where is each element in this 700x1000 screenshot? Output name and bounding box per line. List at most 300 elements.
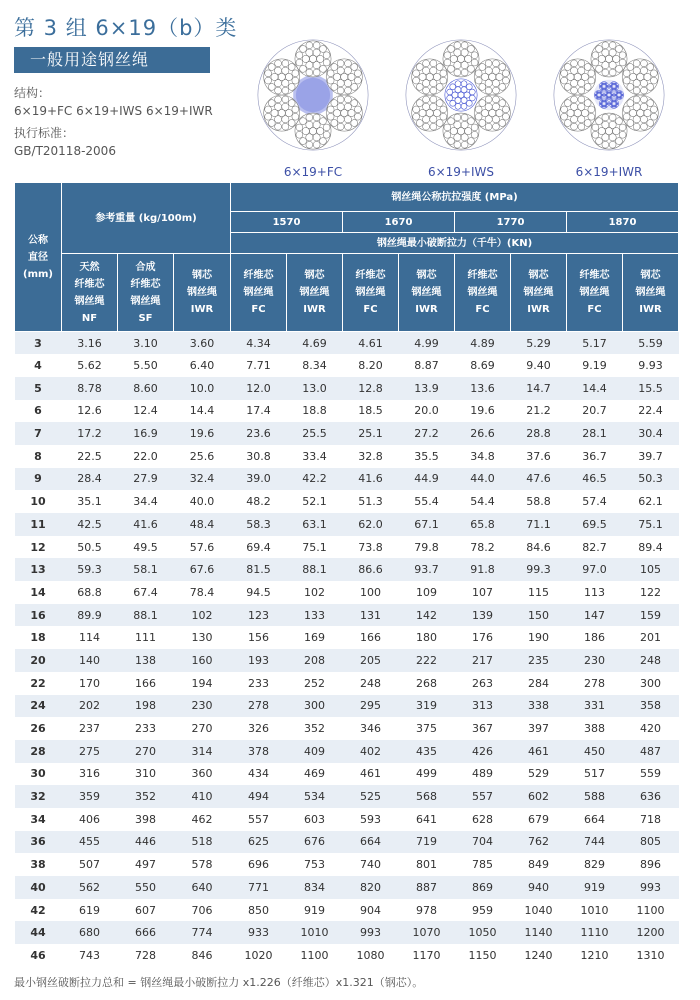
diameter-cell: 6 bbox=[15, 400, 62, 423]
diameter-cell: 16 bbox=[15, 604, 62, 627]
table-cell: 23.6 bbox=[231, 422, 287, 445]
table-cell: 375 bbox=[399, 717, 455, 740]
table-cell: 160 bbox=[174, 649, 231, 672]
diameter-cell: 22 bbox=[15, 672, 62, 695]
table-cell: 30.8 bbox=[231, 445, 287, 468]
table-row bbox=[15, 831, 679, 854]
table-cell: 619 bbox=[62, 899, 118, 922]
table-cell: 1010 bbox=[567, 899, 623, 922]
table-cell: 360 bbox=[174, 763, 231, 786]
table-cell: 14.4 bbox=[174, 400, 231, 423]
table-cell: 14.4 bbox=[567, 377, 623, 400]
table-cell: 86.6 bbox=[343, 558, 399, 581]
table-cell: 588 bbox=[567, 785, 623, 808]
table-cell: 378 bbox=[231, 740, 287, 763]
table-cell: 300 bbox=[287, 695, 343, 718]
table-cell: 1040 bbox=[511, 899, 567, 922]
outer-strand bbox=[560, 95, 596, 131]
table-cell: 4.89 bbox=[455, 332, 511, 355]
table-cell: 41.6 bbox=[118, 513, 174, 536]
table-cell: 140 bbox=[62, 649, 118, 672]
table-cell: 640 bbox=[174, 876, 231, 899]
table-cell: 6.40 bbox=[174, 354, 231, 377]
table-cell: 718 bbox=[623, 808, 679, 831]
table-cell: 169 bbox=[287, 626, 343, 649]
table-cell: 9.93 bbox=[623, 354, 679, 377]
table-cell: 79.8 bbox=[399, 536, 455, 559]
table-cell: 55.4 bbox=[399, 490, 455, 513]
table-cell: 462 bbox=[174, 808, 231, 831]
table-cell: 111 bbox=[118, 626, 174, 649]
table-cell: 680 bbox=[62, 921, 118, 944]
table-cell: 190 bbox=[511, 626, 567, 649]
table-cell: 34.8 bbox=[455, 445, 511, 468]
header-weight-iwr: 钢芯 钢丝绳 IWR bbox=[174, 254, 231, 332]
table-cell: 27.2 bbox=[399, 422, 455, 445]
table-cell: 801 bbox=[399, 853, 455, 876]
table-cell: 1050 bbox=[455, 921, 511, 944]
table-cell: 8.60 bbox=[118, 377, 174, 400]
table-cell: 319 bbox=[399, 695, 455, 718]
standard-value: GB/T20118-2006 bbox=[14, 144, 116, 158]
table-cell: 133 bbox=[287, 604, 343, 627]
table-cell: 489 bbox=[455, 763, 511, 786]
table-cell: 67.4 bbox=[118, 581, 174, 604]
outer-strand bbox=[474, 95, 510, 131]
table-cell: 12.0 bbox=[231, 377, 287, 400]
table-cell: 67.6 bbox=[174, 558, 231, 581]
table-row bbox=[15, 785, 679, 808]
table-cell: 9.19 bbox=[567, 354, 623, 377]
table-cell: 346 bbox=[343, 717, 399, 740]
outer-strand bbox=[412, 59, 448, 95]
table-cell: 603 bbox=[287, 808, 343, 831]
table-cell: 388 bbox=[567, 717, 623, 740]
table-cell: 28.4 bbox=[62, 468, 118, 491]
table-cell: 93.7 bbox=[399, 558, 455, 581]
table-cell: 19.6 bbox=[455, 400, 511, 423]
table-cell: 201 bbox=[623, 626, 679, 649]
table-cell: 744 bbox=[567, 831, 623, 854]
outer-strand bbox=[326, 95, 362, 131]
table-cell: 26.6 bbox=[455, 422, 511, 445]
table-cell: 12.8 bbox=[343, 377, 399, 400]
table-cell: 63.1 bbox=[287, 513, 343, 536]
table-cell: 75.1 bbox=[623, 513, 679, 536]
table-cell: 131 bbox=[343, 604, 399, 627]
table-row bbox=[15, 944, 679, 967]
table-cell: 487 bbox=[623, 740, 679, 763]
table-cell: 499 bbox=[399, 763, 455, 786]
table-cell: 719 bbox=[399, 831, 455, 854]
table-cell: 268 bbox=[399, 672, 455, 695]
table-cell: 33.4 bbox=[287, 445, 343, 468]
table-cell: 8.69 bbox=[455, 354, 511, 377]
table-cell: 402 bbox=[343, 740, 399, 763]
table-cell: 1170 bbox=[399, 944, 455, 967]
table-cell: 410 bbox=[174, 785, 231, 808]
table-cell: 940 bbox=[511, 876, 567, 899]
table-cell: 9.40 bbox=[511, 354, 567, 377]
diameter-cell: 11 bbox=[15, 513, 62, 536]
table-cell: 166 bbox=[118, 672, 174, 695]
header-1870-iwr: 钢芯 钢丝绳 IWR bbox=[623, 254, 679, 332]
header-1770-iwr: 钢芯 钢丝绳 IWR bbox=[511, 254, 567, 332]
table-cell: 114 bbox=[62, 626, 118, 649]
table-cell: 1020 bbox=[231, 944, 287, 967]
table-cell: 507 bbox=[62, 853, 118, 876]
table-cell: 82.7 bbox=[567, 536, 623, 559]
outer-strand bbox=[591, 113, 627, 149]
table-row bbox=[15, 604, 679, 627]
table-cell: 73.8 bbox=[343, 536, 399, 559]
header-reference-weight: 参考重量 (kg/100m) bbox=[62, 183, 231, 254]
table-cell: 1140 bbox=[511, 921, 567, 944]
table-row bbox=[15, 626, 679, 649]
table-cell: 150 bbox=[511, 604, 567, 627]
diagram-caption-fc: 6×19+FC bbox=[283, 165, 343, 179]
table-cell: 593 bbox=[343, 808, 399, 831]
outer-strand bbox=[474, 59, 510, 95]
table-cell: 35.1 bbox=[62, 490, 118, 513]
outer-strand bbox=[295, 41, 331, 77]
table-cell: 397 bbox=[511, 717, 567, 740]
table-cell: 5.29 bbox=[511, 332, 567, 355]
table-cell: 58.8 bbox=[511, 490, 567, 513]
diameter-cell: 44 bbox=[15, 921, 62, 944]
table-cell: 568 bbox=[399, 785, 455, 808]
table-cell: 774 bbox=[174, 921, 231, 944]
table-cell: 3.10 bbox=[118, 332, 174, 355]
table-cell: 113 bbox=[567, 581, 623, 604]
table-cell: 278 bbox=[567, 672, 623, 695]
table-cell: 557 bbox=[455, 785, 511, 808]
table-cell: 75.1 bbox=[287, 536, 343, 559]
table-cell: 37.6 bbox=[511, 445, 567, 468]
table-cell: 5.17 bbox=[567, 332, 623, 355]
header-1670-iwr: 钢芯 钢丝绳 IWR bbox=[399, 254, 455, 332]
table-cell: 166 bbox=[343, 626, 399, 649]
outer-strand bbox=[326, 59, 362, 95]
table-cell: 278 bbox=[231, 695, 287, 718]
table-cell: 142 bbox=[399, 604, 455, 627]
outer-strand bbox=[295, 113, 331, 149]
table-cell: 4.34 bbox=[231, 332, 287, 355]
table-cell: 47.6 bbox=[511, 468, 567, 491]
table-cell: 230 bbox=[567, 649, 623, 672]
table-cell: 32.8 bbox=[343, 445, 399, 468]
diameter-cell: 34 bbox=[15, 808, 62, 831]
header-grade-1870: 1870 bbox=[567, 212, 679, 233]
footnote: 最小钢丝破断拉力总和 = 钢丝绳最小破断拉力 x1.226（纤维芯）x1.321（钢芯）。 bbox=[14, 976, 424, 989]
table-cell: 664 bbox=[567, 808, 623, 831]
table-cell: 91.8 bbox=[455, 558, 511, 581]
table-cell: 68.8 bbox=[62, 581, 118, 604]
steel-strand-core bbox=[445, 79, 477, 111]
table-cell: 139 bbox=[455, 604, 511, 627]
table-cell: 208 bbox=[287, 649, 343, 672]
table-cell: 122 bbox=[623, 581, 679, 604]
table-row bbox=[15, 695, 679, 718]
table-cell: 18.8 bbox=[287, 400, 343, 423]
diameter-cell: 9 bbox=[15, 468, 62, 491]
table-cell: 919 bbox=[287, 899, 343, 922]
table-cell: 762 bbox=[511, 831, 567, 854]
independent-rope-core bbox=[594, 80, 624, 110]
header-1770-fc: 纤维芯 钢丝绳 FC bbox=[455, 254, 511, 332]
table-cell: 78.4 bbox=[174, 581, 231, 604]
header-grade-1570: 1570 bbox=[231, 212, 343, 233]
table-cell: 557 bbox=[231, 808, 287, 831]
table-cell: 743 bbox=[62, 944, 118, 967]
table-cell: 69.4 bbox=[231, 536, 287, 559]
table-cell: 529 bbox=[511, 763, 567, 786]
diameter-cell: 24 bbox=[15, 695, 62, 718]
diameter-cell: 3 bbox=[15, 332, 62, 355]
table-cell: 1110 bbox=[567, 921, 623, 944]
table-cell: 1240 bbox=[511, 944, 567, 967]
table-cell: 44.9 bbox=[399, 468, 455, 491]
table-cell: 27.9 bbox=[118, 468, 174, 491]
table-cell: 398 bbox=[118, 808, 174, 831]
table-cell: 1010 bbox=[287, 921, 343, 944]
table-row bbox=[15, 921, 679, 944]
table-row bbox=[15, 672, 679, 695]
table-row bbox=[15, 558, 679, 581]
table-cell: 94.5 bbox=[231, 581, 287, 604]
table-cell: 205 bbox=[343, 649, 399, 672]
diameter-cell: 13 bbox=[15, 558, 62, 581]
table-cell: 16.9 bbox=[118, 422, 174, 445]
table-cell: 1210 bbox=[567, 944, 623, 967]
table-cell: 25.6 bbox=[174, 445, 231, 468]
table-cell: 48.2 bbox=[231, 490, 287, 513]
table-cell: 51.3 bbox=[343, 490, 399, 513]
table-cell: 71.1 bbox=[511, 513, 567, 536]
table-cell: 919 bbox=[567, 876, 623, 899]
table-cell: 50.5 bbox=[62, 536, 118, 559]
table-cell: 679 bbox=[511, 808, 567, 831]
table-cell: 352 bbox=[287, 717, 343, 740]
table-cell: 850 bbox=[231, 899, 287, 922]
table-cell: 237 bbox=[62, 717, 118, 740]
table-row bbox=[15, 490, 679, 513]
header-grade-1770: 1770 bbox=[455, 212, 567, 233]
diameter-cell: 40 bbox=[15, 876, 62, 899]
table-cell: 933 bbox=[231, 921, 287, 944]
table-cell: 676 bbox=[287, 831, 343, 854]
diagram-caption-iws: 6×19+IWS bbox=[427, 165, 495, 179]
table-cell: 100 bbox=[343, 581, 399, 604]
diameter-cell: 30 bbox=[15, 763, 62, 786]
table-row bbox=[15, 740, 679, 763]
table-cell: 696 bbox=[231, 853, 287, 876]
table-cell: 222 bbox=[399, 649, 455, 672]
table-cell: 331 bbox=[567, 695, 623, 718]
table-cell: 198 bbox=[118, 695, 174, 718]
table-row bbox=[15, 332, 679, 355]
table-cell: 310 bbox=[118, 763, 174, 786]
table-cell: 235 bbox=[511, 649, 567, 672]
table-cell: 28.1 bbox=[567, 422, 623, 445]
table-cell: 180 bbox=[399, 626, 455, 649]
table-cell: 771 bbox=[231, 876, 287, 899]
table-cell: 1080 bbox=[343, 944, 399, 967]
header-weight-sf: 合成 纤维芯 钢丝绳 SF bbox=[118, 254, 174, 332]
table-cell: 102 bbox=[287, 581, 343, 604]
table-cell: 193 bbox=[231, 649, 287, 672]
table-cell: 270 bbox=[174, 717, 231, 740]
table-row bbox=[15, 377, 679, 400]
table-cell: 846 bbox=[174, 944, 231, 967]
table-cell: 39.7 bbox=[623, 445, 679, 468]
structure-value: 6×19+FC 6×19+IWS 6×19+IWR bbox=[14, 104, 213, 118]
table-cell: 44.0 bbox=[455, 468, 511, 491]
table-cell: 10.0 bbox=[174, 377, 231, 400]
header-tensile-strength: 钢丝绳公称抗拉强度 (MPa) bbox=[231, 183, 679, 212]
table-cell: 102 bbox=[174, 604, 231, 627]
table-cell: 62.1 bbox=[623, 490, 679, 513]
diameter-cell: 8 bbox=[15, 445, 62, 468]
table-cell: 666 bbox=[118, 921, 174, 944]
table-cell: 58.3 bbox=[231, 513, 287, 536]
outer-strand bbox=[560, 59, 596, 95]
table-cell: 525 bbox=[343, 785, 399, 808]
diameter-cell: 4 bbox=[15, 354, 62, 377]
table-cell: 186 bbox=[567, 626, 623, 649]
table-cell: 89.4 bbox=[623, 536, 679, 559]
table-cell: 36.7 bbox=[567, 445, 623, 468]
header-weight-nf: 天然 纤维芯 钢丝绳 NF bbox=[62, 254, 118, 332]
table-cell: 904 bbox=[343, 899, 399, 922]
table-row bbox=[15, 354, 679, 377]
table-cell: 295 bbox=[343, 695, 399, 718]
table-cell: 4.69 bbox=[287, 332, 343, 355]
table-cell: 358 bbox=[623, 695, 679, 718]
table-cell: 497 bbox=[118, 853, 174, 876]
table-cell: 42.5 bbox=[62, 513, 118, 536]
table-cell: 275 bbox=[62, 740, 118, 763]
table-cell: 39.0 bbox=[231, 468, 287, 491]
table-cell: 406 bbox=[62, 808, 118, 831]
table-cell: 849 bbox=[511, 853, 567, 876]
table-row bbox=[15, 422, 679, 445]
diameter-cell: 26 bbox=[15, 717, 62, 740]
table-cell: 248 bbox=[343, 672, 399, 695]
table-cell: 664 bbox=[343, 831, 399, 854]
table-row bbox=[15, 899, 679, 922]
table-cell: 1310 bbox=[623, 944, 679, 967]
table-cell: 99.3 bbox=[511, 558, 567, 581]
header-grade-1670: 1670 bbox=[343, 212, 455, 233]
table-cell: 300 bbox=[623, 672, 679, 695]
table-cell: 820 bbox=[343, 876, 399, 899]
table-cell: 446 bbox=[118, 831, 174, 854]
diameter-cell: 14 bbox=[15, 581, 62, 604]
page-title: 第 3 组 6×19（b）类 bbox=[14, 16, 238, 40]
table-row bbox=[15, 717, 679, 740]
header-diameter: 公称 直径 (mm) bbox=[15, 183, 62, 332]
table-cell: 785 bbox=[455, 853, 511, 876]
table-row bbox=[15, 513, 679, 536]
table-cell: 25.5 bbox=[287, 422, 343, 445]
table-cell: 993 bbox=[343, 921, 399, 944]
table-cell: 248 bbox=[623, 649, 679, 672]
table-cell: 461 bbox=[511, 740, 567, 763]
table-cell: 887 bbox=[399, 876, 455, 899]
table-cell: 3.60 bbox=[174, 332, 231, 355]
table-cell: 5.50 bbox=[118, 354, 174, 377]
table-cell: 19.6 bbox=[174, 422, 231, 445]
table-cell: 636 bbox=[623, 785, 679, 808]
table-cell: 625 bbox=[231, 831, 287, 854]
table-cell: 252 bbox=[287, 672, 343, 695]
table-cell: 8.78 bbox=[62, 377, 118, 400]
table-cell: 8.34 bbox=[287, 354, 343, 377]
table-cell: 578 bbox=[174, 853, 231, 876]
table-cell: 1150 bbox=[455, 944, 511, 967]
table-cell: 455 bbox=[62, 831, 118, 854]
table-cell: 17.2 bbox=[62, 422, 118, 445]
table-cell: 22.5 bbox=[62, 445, 118, 468]
table-cell: 316 bbox=[62, 763, 118, 786]
table-cell: 5.62 bbox=[62, 354, 118, 377]
table-cell: 367 bbox=[455, 717, 511, 740]
table-cell: 270 bbox=[118, 740, 174, 763]
table-cell: 314 bbox=[174, 740, 231, 763]
table-cell: 607 bbox=[118, 899, 174, 922]
table-cell: 562 bbox=[62, 876, 118, 899]
table-cell: 434 bbox=[231, 763, 287, 786]
outer-strand bbox=[622, 95, 658, 131]
table-cell: 469 bbox=[287, 763, 343, 786]
cross-section-diagram-fc bbox=[256, 38, 370, 152]
table-cell: 65.8 bbox=[455, 513, 511, 536]
table-cell: 4.99 bbox=[399, 332, 455, 355]
table-cell: 233 bbox=[118, 717, 174, 740]
table-cell: 109 bbox=[399, 581, 455, 604]
table-cell: 5.59 bbox=[623, 332, 679, 355]
table-cell: 32.4 bbox=[174, 468, 231, 491]
diagram-caption-iwr: 6×19+IWR bbox=[575, 165, 643, 179]
table-cell: 230 bbox=[174, 695, 231, 718]
table-cell: 805 bbox=[623, 831, 679, 854]
table-cell: 1100 bbox=[287, 944, 343, 967]
table-cell: 4.61 bbox=[343, 332, 399, 355]
table-cell: 81.5 bbox=[231, 558, 287, 581]
outer-strand bbox=[264, 59, 300, 95]
table-cell: 123 bbox=[231, 604, 287, 627]
table-cell: 12.6 bbox=[62, 400, 118, 423]
table-cell: 28.8 bbox=[511, 422, 567, 445]
table-cell: 46.5 bbox=[567, 468, 623, 491]
table-cell: 13.6 bbox=[455, 377, 511, 400]
table-cell: 18.5 bbox=[343, 400, 399, 423]
table-cell: 834 bbox=[287, 876, 343, 899]
table-cell: 233 bbox=[231, 672, 287, 695]
table-cell: 869 bbox=[455, 876, 511, 899]
table-cell: 1200 bbox=[623, 921, 679, 944]
table-cell: 57.4 bbox=[567, 490, 623, 513]
diameter-cell: 10 bbox=[15, 490, 62, 513]
specification-table bbox=[14, 182, 679, 967]
table-cell: 728 bbox=[118, 944, 174, 967]
table-cell: 978 bbox=[399, 899, 455, 922]
table-cell: 156 bbox=[231, 626, 287, 649]
table-cell: 176 bbox=[455, 626, 511, 649]
table-cell: 518 bbox=[174, 831, 231, 854]
header-min-breaking-force: 钢丝绳最小破断拉力（千牛）(KN) bbox=[231, 233, 679, 254]
